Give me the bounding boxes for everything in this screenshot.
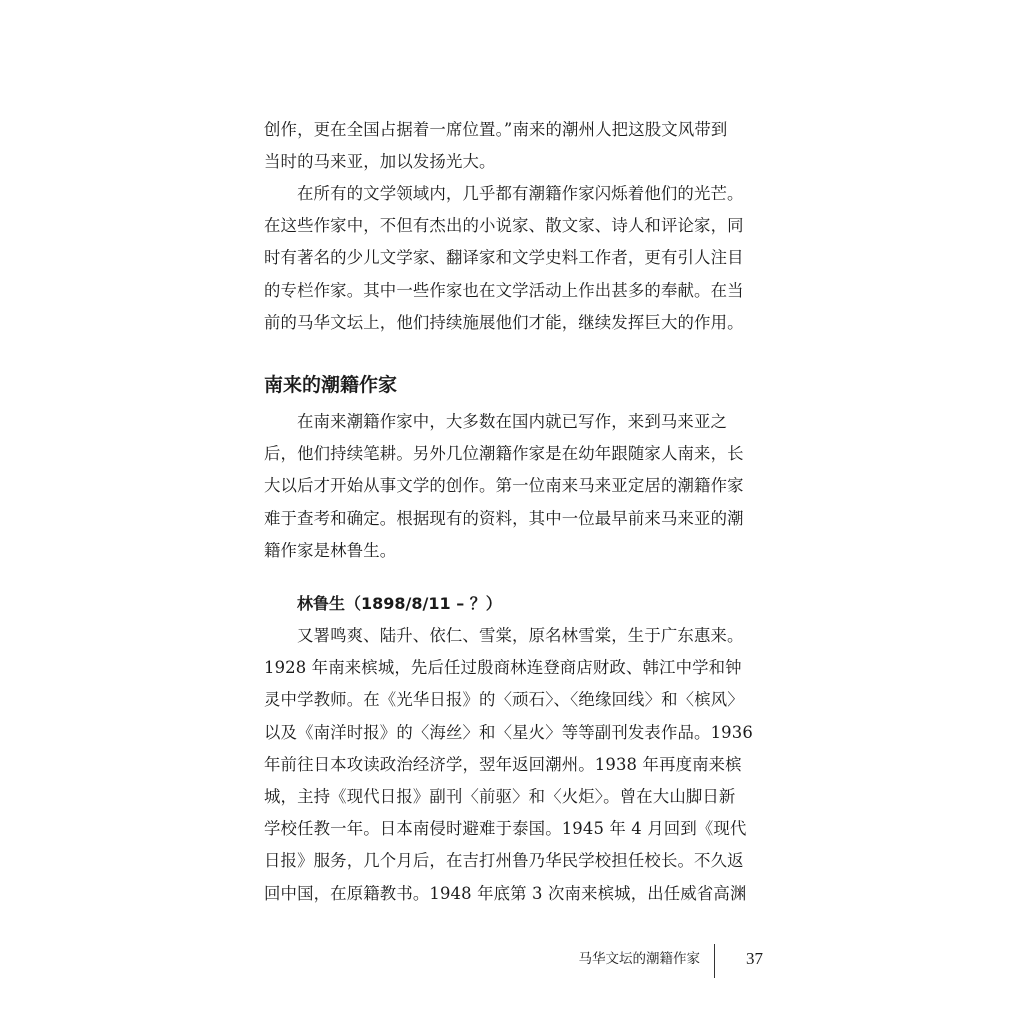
text-line: 灵中学教师。在《光华日报》的〈顽石〉、〈绝缘回线〉和〈槟风〉 — [264, 690, 744, 710]
text-line: 后，他们持续笔耕。另外几位潮籍作家是在幼年跟随家人南来，长 — [264, 444, 744, 464]
text-line: 当时的马来亚，加以发扬光大。 — [264, 152, 496, 172]
text-line: 回中国，在原籍教书。1948 年底第 3 次南来槟城，出任威省高渊 — [264, 883, 747, 903]
text-line: 前的马华文坛上，他们持续施展他们才能，继续发挥巨大的作用。 — [264, 312, 744, 332]
running-footer-title: 马华文坛的潮籍作家 — [578, 951, 700, 967]
text-line: 创作，更在全国占据着一席位置。”南来的潮州人把这股文风带到 — [264, 120, 728, 139]
text-line: 年前往日本攻读政治经济学，翌年返回潮州。1938 年再度南来槟 — [264, 754, 742, 774]
text-line: 在这些作家中，不但有杰出的小说家、散文家、诗人和评论家，同 — [264, 216, 744, 236]
text-line: 学校任教一年。日本南侵时避难于泰国。1945 年 4 月回到《现代 — [264, 819, 747, 839]
text-line: 以及《南洋时报》的〈海丝〉和〈星火〉等等副刊发表作品。1936 — [264, 722, 753, 742]
text-line: 在所有的文学领域内，几乎都有潮籍作家闪烁着他们的光芒。 — [297, 184, 744, 203]
footer-divider — [714, 944, 715, 978]
text-line: 籍作家是林鲁生。 — [264, 540, 397, 560]
intro-paragraph-2 — [264, 178, 774, 339]
text-line: 难于查考和确定。根据现有的资料，其中一位最早前来马来亚的潮 — [264, 508, 744, 528]
author-entry-paragraph — [264, 620, 774, 910]
text-line: 大以后才开始从事文学的创作。第一位南来马来亚定居的潮籍作家 — [264, 476, 744, 496]
text-line: 1928 年南来槟城，先后任过殷商林连登商店财政、韩江中学和钟 — [264, 658, 742, 678]
text-line: 城，主持《现代日报》副刊〈前驱〉和〈火炬〉。曾在大山脚日新 — [264, 786, 736, 806]
page-number: 37 — [746, 949, 763, 968]
intro-paragraph-1 — [264, 114, 774, 178]
text-line: 又署鸣爽、陆升、依仁、雪棠，原名林雪棠，生于广东惠来。 — [297, 626, 744, 645]
text-line: 在南来潮籍作家中，大多数在国内就已写作，来到马来亚之 — [297, 412, 728, 431]
author-entry-heading: 林鲁生（1898/8/11 – ？） — [297, 594, 502, 613]
text-line: 时有著名的少儿文学家、翻译家和文学史料工作者，更有引人注目 — [264, 248, 744, 268]
section-paragraph — [264, 406, 774, 567]
text-line: 日报》服务，几个月后，在吉打州鲁乃华民学校担任校长。不久返 — [264, 851, 744, 871]
text-line: 的专栏作家。其中一些作家也在文学活动上作出甚多的奉献。在当 — [264, 280, 744, 300]
section-heading: 南来的潮籍作家 — [264, 374, 398, 396]
